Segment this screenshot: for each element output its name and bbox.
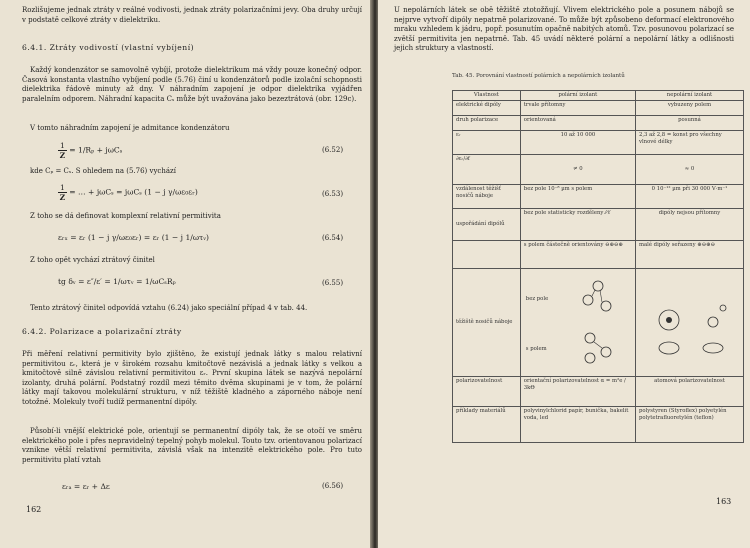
dipole-molecule-figure: bez pole s polem xyxy=(524,270,632,374)
right-intro: U nepolárních látek se obě těžiště ztotožňují. Vlivem elektrického pole a posunem nábojů se nejprve vytvoří dipóly nepatrně polarizované. To může být způsobeno deformací elektronového mraku vzhledem k jádru, popř. posunutím opačně nabitých atomů. Tzv. posunovou polarizací se zvětší permitivita jen nepatrně. Tab. 45 uvádí některé polární a nepolární látky a odlišnosti jejich struktury a vlastností. xyxy=(394,6,734,53)
left-page xyxy=(0,0,372,548)
nonpolar-atom-sketch xyxy=(639,270,739,370)
table-row: uspořádání dipólů bez pole statisticky rozděleny ⁄⟋∖⁄ dipóly nejsou přítomny xyxy=(453,209,744,241)
equation-6-56: εᵣₐ = εᵣ + Δε xyxy=(62,482,110,491)
sec1-paragraph-1: Každý kondenzátor se samovolně vybíjí, protože dielektrikum má vždy pouze konečný odpor. Časová konstanta vlastního vybíjení podle (5.76) činí u kondenzátorů podle izolační schopnosti dielektrika řádově minuty až dny. V náhradním zapojení je odpor dielektrika vyjádřen paralelním odporem. Náhradní kapacita Cₛ může být uvažována jako bezeztrátová (obr. 129c). xyxy=(22,66,362,103)
section-6-4-1-title: 6.4.1. Ztráty vodivostí (vlastní vybíjení) xyxy=(22,43,195,52)
sec1-paragraph-3: kde Cₚ = Cₛ. S ohledem na (5.76) vychází xyxy=(30,167,176,175)
sec1-paragraph-6: Tento ztrátový činitel odpovídá vztahu (6.24) jako speciální případ 4 v tab. 44. xyxy=(30,304,308,312)
equation-number-6-56: (6.56) xyxy=(322,482,344,490)
properties-table xyxy=(452,90,744,443)
equation-6-54: εᵣₓ = εᵣ (1 − j γ/ωε₀εᵣ) = εᵣ (1 − j 1/ωτᵥ) xyxy=(58,233,210,242)
table-row: εᵣ 10 až 10 000 2,3 až 2,8 = konst pro všechny vlnové délky xyxy=(453,131,744,155)
sec1-paragraph-5: Z toho opět vychází ztrátový činitel xyxy=(30,256,155,264)
right-page xyxy=(378,0,750,548)
equation-number-6-52: (6.52) xyxy=(322,146,344,154)
equation-6-53: $\frac{1}{Z}$ = … + jωCₛ = jωCₛ (1 − j γ/ωε₀εᵣ) xyxy=(59,183,198,202)
section-6-4-2-title: 6.4.2. Polarizace a polarizační ztráty xyxy=(22,327,182,336)
table-row: těžiště nosičů náboje bez pole s polem xyxy=(453,269,744,377)
table-row: druh polarizace orientovaná posunná xyxy=(453,116,744,131)
table-row: příklady materiálů polyvinylchlorid papír, bunička, bakelit voda, led polystyren (Styroflex) polyetylén polytetrafluoretylén (teflon) xyxy=(453,407,744,443)
equation-number-6-53: (6.53) xyxy=(322,190,344,198)
table-row: ∂εᵣ/∂f ≠ 0 ≈ 0 xyxy=(453,155,744,185)
table-row: polarizovatelnost orientační polarizovatelnost α = m²e / 3kΘ atomová polarizovatelnost xyxy=(453,377,744,407)
equation-number-6-55: (6.55) xyxy=(322,279,344,287)
equation-6-52: $\frac{1}{Z}$ = 1/Rₚ + jωCₛ xyxy=(59,141,123,160)
table-row: s polem částečně orientovány ⊖⊕⊖⊕ malé dipóly seřazeny ⊕⊖⊕⊖ xyxy=(453,241,744,269)
table-row: vzdálenost těžišť nosičů náboje bez pole 10⁻⁸ µm s polem 0 10⁻¹² µm při 30 000 V·m⁻¹ xyxy=(453,185,744,209)
molecule-sketch xyxy=(568,272,628,372)
page-number-left: 162 xyxy=(26,505,42,514)
sec1-paragraph-2: V tomto náhradním zapojení je admitance kondenzátoru xyxy=(30,124,230,132)
equation-6-55: tg δᵥ = ε″/ε′ = 1/ωτᵥ = 1/ωCₛRₚ xyxy=(58,277,176,286)
table-caption: Tab. 45. Porovnání vlastností polárních a nepolárních izolantů xyxy=(452,73,625,79)
sec1-paragraph-4: Z toho se dá definovat komplexní relativní permitivita xyxy=(30,212,221,220)
table-header-row: Vlastnost polární izolant nepolární izolant xyxy=(453,91,744,101)
page-number-right: 163 xyxy=(716,497,732,506)
sec2-paragraph-2: Působí-li vnější elektrické pole, orientují se permanentní dipóly tak, že se otočí ve směru elektrického pole i přes nepravidelný tepelný pohyb molekul. Touto tzv. orientovanou polarizací vznikne větší relativní permitivita, závislá však na intenzitě elektrického pole. Pro tuto permitivitu platí vztah xyxy=(22,427,362,464)
equation-number-6-54: (6.54) xyxy=(322,234,344,242)
sec2-paragraph-1: Při měření relativní permitivity bylo zjištěno, že existují jednak látky s malou relativní permitivitou εᵣ, která je v širokém rozsahu kmitočtově nezávislá a jednak látky s velkou a kmitočtově silně závislou relativní permitivitou εᵣ. První skupina látek se nazývá nepolární izolanty, druhá polární. Podstatný rozdíl mezi těmito dvěma skupinami je v tom, že polární látky mají takovou molekulární strukturu, v níž těžiště kladného a záporného náboje není totožné. Molekuly tvoří tudíž permanentní dipóly. xyxy=(22,350,362,406)
table-row: elektrické dipóly trvale přítomny vybuzeny polem xyxy=(453,101,744,116)
left-intro: Rozlišujeme jednak ztráty v reálné vodivosti, jednak ztráty polarizačními jevy. Oba druhy určují v podstatě celkové ztráty v dielektriku. xyxy=(22,6,362,24)
